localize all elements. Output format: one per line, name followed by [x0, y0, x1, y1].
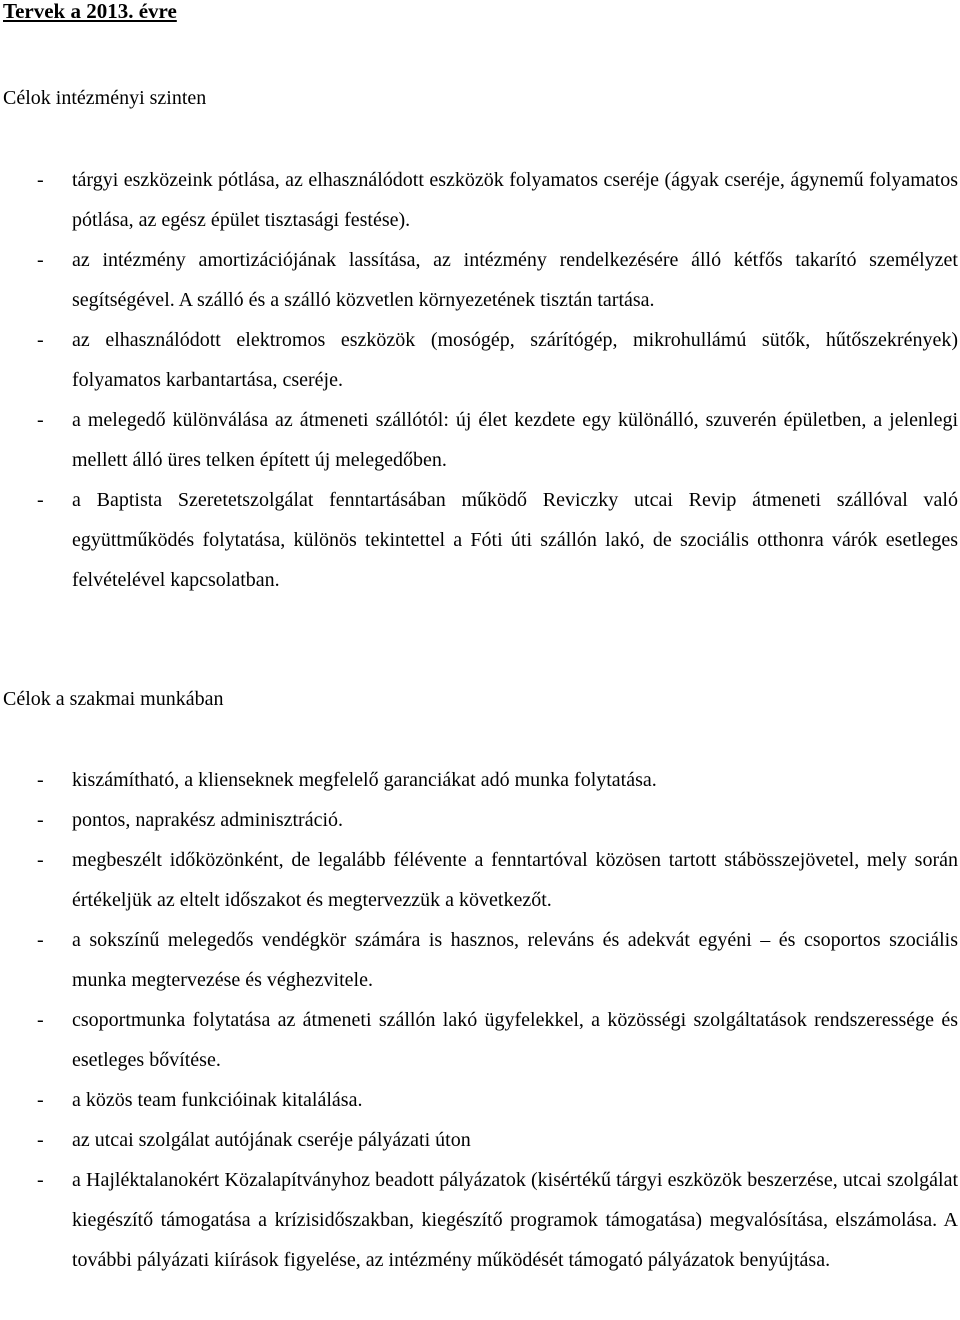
list-item-text: a közös team funkcióinak kitalálása. — [72, 1089, 363, 1111]
professional-goals-list — [0, 760, 960, 1320]
section-heading-professional: Célok a szakmai munkában — [3, 688, 224, 710]
list-item — [0, 240, 960, 320]
list-bullet: - — [37, 169, 44, 191]
list-item — [0, 800, 960, 840]
list-item-text: tárgyi eszközeink pótlása, az elhasználódott eszközök folyamatos cseréje (ágyak cseréje, ágynemű folyamatos pótlása, az egész épület tisztasági festése). — [72, 169, 958, 231]
list-item — [0, 760, 960, 800]
list-bullet: - — [37, 929, 44, 951]
list-item-text: csoportmunka folytatása az átmeneti szállón lakó ügyfelekkel, a közösségi szolgáltatások rendszeressége és esetleges bővítése. — [72, 1009, 958, 1071]
list-item — [0, 480, 960, 600]
list-item-text: az utcai szolgálat autójának cseréje pályázati úton — [72, 1129, 471, 1151]
list-bullet: - — [37, 1009, 44, 1031]
list-item — [0, 1000, 960, 1080]
list-bullet: - — [37, 809, 44, 831]
list-item-text: a sokszínű melegedős vendégkör számára is hasznos, releváns és adekvát egyéni – és csoportos szociális munka megtervezése és véghezvitele. — [72, 929, 958, 991]
list-item — [0, 160, 960, 240]
list-bullet: - — [37, 249, 44, 271]
list-item-text: az elhasználódott elektromos eszközök (mosógép, szárítógép, mikrohullámú sütők, hűtőszekrények) folyamatos karbantartása, cseréje. — [72, 329, 958, 391]
list-bullet: - — [37, 1129, 44, 1151]
institutional-goals-list — [0, 160, 960, 600]
list-item-text: pontos, naprakész adminisztráció. — [72, 809, 344, 831]
list-bullet: - — [37, 1169, 44, 1191]
list-item — [0, 1080, 960, 1120]
list-bullet: - — [37, 769, 44, 791]
list-item-text: a Baptista Szeretetszolgálat fenntartásában működő Reviczky utcai Revip átmeneti szállóval való együttműködés folytatása, különös tekintettel a Fóti úti szállón lakó, de szociális otthonra várók esetleges felvételével kapcsolatban. — [72, 489, 958, 591]
list-bullet: - — [37, 1089, 44, 1111]
list-item — [0, 1160, 960, 1320]
list-item — [0, 920, 960, 1000]
list-item — [0, 400, 960, 480]
list-bullet: - — [37, 489, 44, 511]
list-item — [0, 320, 960, 400]
list-bullet: - — [37, 849, 44, 871]
list-bullet: - — [37, 409, 44, 431]
list-item-text: a Hajléktalanokért Közalapítványhoz beadott pályázatok (kisértékű tárgyi eszközök beszerzése, utcai szolgálat kiegészítő támogatása a krízisidőszakban, kiegészítő programok támogatása) megvalósítása, elszámolása. A további pályázati kiírások figyelése, az intézmény működését támogató pályázatok benyújtása. — [72, 1169, 958, 1271]
list-item-text: megbeszélt időközönként, de legalább félévente a fenntartóval közösen tartott stábösszejövetel, mely során értékeljük az eltelt időszakot és megtervezzük a következőt. — [72, 849, 958, 911]
list-item-text: az intézmény amortizációjának lassítása, az intézmény rendelkezésére álló kétfős takarító személyzet segítségével. A szálló és a szálló közvetlen környezetének tisztán tartása. — [72, 249, 958, 311]
section-heading-institutional: Célok intézményi szinten — [3, 87, 207, 109]
list-item — [0, 840, 960, 920]
list-item — [0, 1120, 960, 1160]
document-title: Tervek a 2013. évre — [3, 0, 177, 23]
list-item-text: kiszámítható, a klienseknek megfelelő garanciákat adó munka folytatása. — [72, 769, 657, 791]
list-item-text: a melegedő különválása az átmeneti szállótól: új élet kezdete egy különálló, szuverén épületben, a jelenlegi mellett álló üres telken épített új melegedőben. — [72, 409, 958, 471]
list-bullet: - — [37, 329, 44, 351]
